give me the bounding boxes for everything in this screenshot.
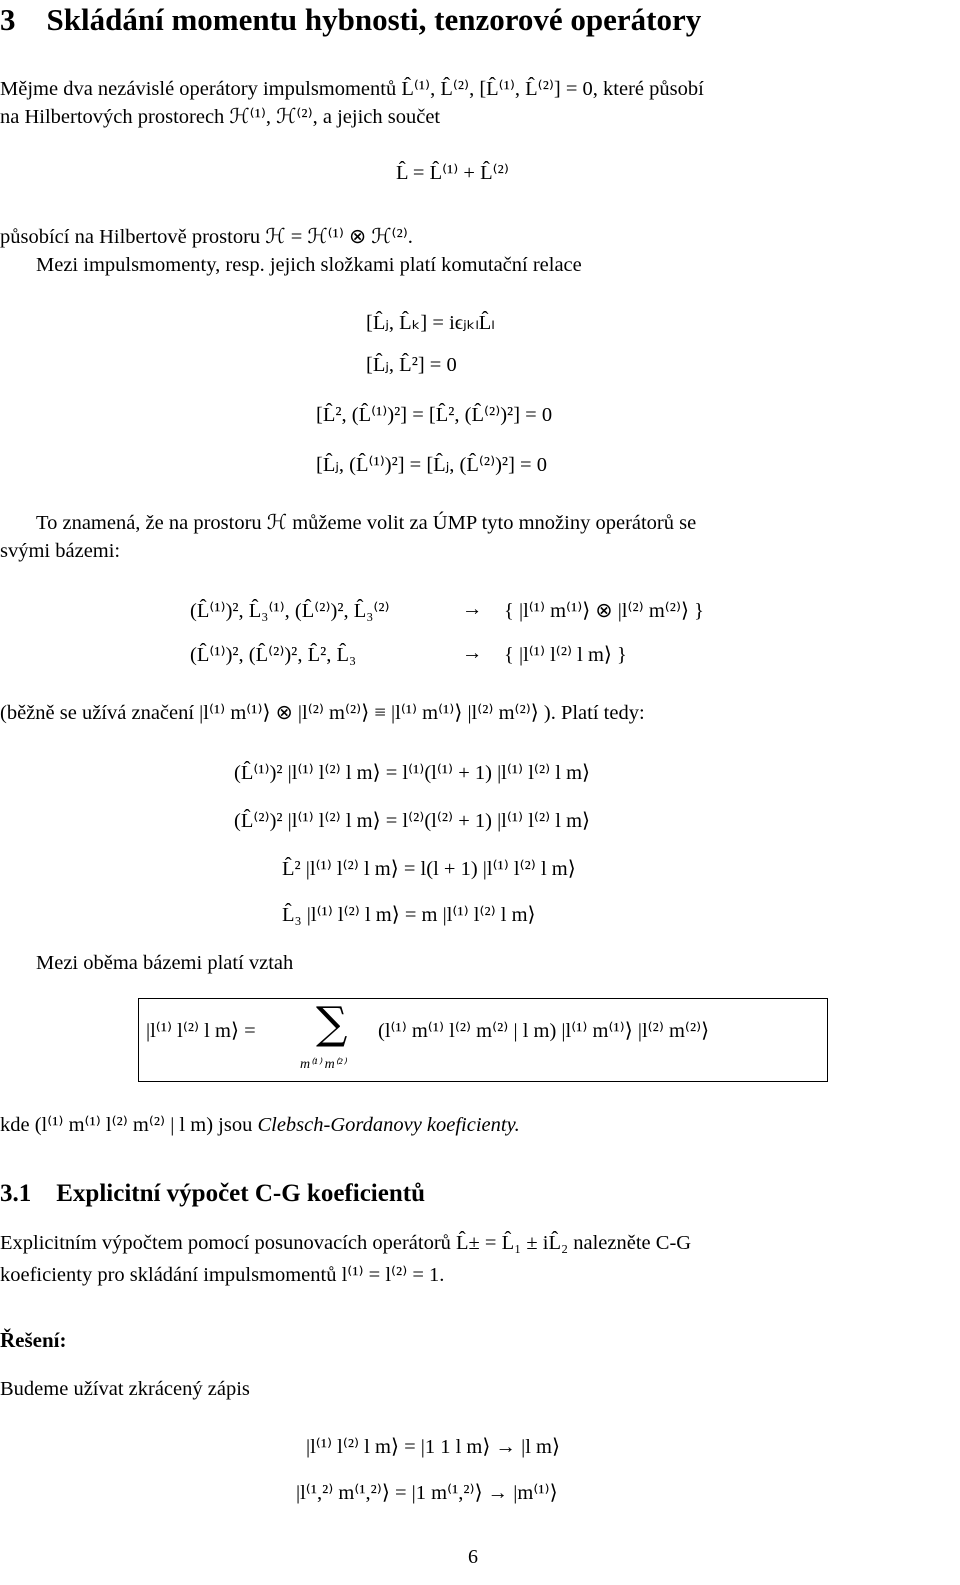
boxed-eq-rhs: (l⁽¹⁾ m⁽¹⁾ l⁽²⁾ m⁽²⁾ | l m) |l⁽¹⁾ m⁽¹⁾⟩ |l⁽²⁾ m⁽²⁾⟩ xyxy=(378,1020,710,1042)
equation-total-momentum: L̂ = L̂⁽¹⁾ + L̂⁽²⁾ xyxy=(396,162,509,184)
section-heading xyxy=(0,2,701,38)
basis-arrow-1: → xyxy=(462,598,483,620)
commutator-2: [L̂ⱼ, L̂²] = 0 xyxy=(366,354,457,376)
intro-line-3: působící na Hilbertově prostoru ℋ = ℋ⁽¹⁾ ⊗ ℋ⁽²⁾. xyxy=(0,226,413,248)
section-number: 3 xyxy=(0,2,16,37)
shorthand-2: |l⁽¹,²⁾ m⁽¹,²⁾⟩ = |1 m⁽¹,²⁾⟩ → |m⁽¹⁾⟩ xyxy=(296,1482,558,1504)
shorthand-1: |l⁽¹⁾ l⁽²⁾ l m⟩ = |1 1 l m⟩ → |l m⟩ xyxy=(306,1436,560,1458)
task-line-2: koeficienty pro skládání impulsmomentů l⁽¹⁾ = l⁽²⁾ = 1. xyxy=(0,1264,445,1286)
solution-intro: Budeme užívat zkrácený zápis xyxy=(0,1378,250,1400)
intro-line-2: na Hilbertových prostorech ℋ⁽¹⁾, ℋ⁽²⁾, a jejich součet xyxy=(0,106,441,128)
eigen-eq-3: L̂² |l⁽¹⁾ l⁽²⁾ l m⟩ = l(l + 1) |l⁽¹⁾ l⁽²⁾ l m⟩ xyxy=(282,858,576,880)
eigen-eq-2: (L̂⁽²⁾)² |l⁽¹⁾ l⁽²⁾ l m⟩ = l⁽²⁾(l⁽²⁾ + 1) |l⁽¹⁾ l⁽²⁾ l m⟩ xyxy=(234,810,591,832)
boxed-eq-lhs: |l⁽¹⁾ l⁽²⁾ l m⟩ = xyxy=(146,1020,256,1042)
intro-line-1: Mějme dva nezávislé operátory impulsmomentů L̂⁽¹⁾, L̂⁽²⁾, [L̂⁽¹⁾, L̂⁽²⁾] = 0, které působí xyxy=(0,78,704,100)
bases-intro-line-1: To znamená, že na prostoru ℋ můžeme volit za ÚMP tyto množiny operátorů se xyxy=(36,512,697,534)
relation-intro: Mezi oběma bázemi platí vztah xyxy=(36,952,294,974)
page-number: 6 xyxy=(468,1546,478,1568)
intro-line-4: Mezi impulsmomenty, resp. jejich složkami platí komutační relace xyxy=(36,254,582,276)
summation-index: m⁽¹⁾ m⁽²⁾ xyxy=(300,1057,346,1072)
eigen-eq-1: (L̂⁽¹⁾)² |l⁽¹⁾ l⁽²⁾ l m⟩ = l⁽¹⁾(l⁽¹⁾ + 1) |l⁽¹⁾ l⁽²⁾ l m⟩ xyxy=(234,762,591,784)
section-title: Skládání momentu hybnosti, tenzorové operátory xyxy=(46,2,702,37)
basis-ops-1: (L̂⁽¹⁾)², L̂₃⁽¹⁾, (L̂⁽²⁾)², L̂₃⁽²⁾ xyxy=(190,600,390,622)
notation-line: (běžně se užívá značení |l⁽¹⁾ m⁽¹⁾⟩ ⊗ |l⁽²⁾ m⁽²⁾⟩ ≡ |l⁽¹⁾ m⁽¹⁾⟩ |l⁽²⁾ m⁽²⁾⟩ ). Platí tedy: xyxy=(0,702,645,724)
basis-set-1: { |l⁽¹⁾ m⁽¹⁾⟩ ⊗ |l⁽²⁾ m⁽²⁾⟩ } xyxy=(504,600,704,622)
commutator-1: [L̂ⱼ, L̂ₖ] = iϵⱼₖₗL̂ₗ xyxy=(366,312,495,334)
cg-definition-line xyxy=(0,1112,520,1137)
basis-set-2: { |l⁽¹⁾ l⁽²⁾ l m⟩ } xyxy=(504,644,627,666)
basis-arrow-2: → xyxy=(462,642,483,664)
solution-heading: Řešení: xyxy=(0,1328,67,1352)
basis-ops-2: (L̂⁽¹⁾)², (L̂⁽²⁾)², L̂², L̂₃ xyxy=(190,644,357,666)
task-line-1: Explicitním výpočtem pomocí posunovacích operátorů L̂± = L̂₁ ± iL̂₂ nalezněte C-G xyxy=(0,1232,692,1254)
cg-definition-pre: kde (l⁽¹⁾ m⁽¹⁾ l⁽²⁾ m⁽²⁾ | l m) jsou xyxy=(0,1114,258,1136)
eigen-eq-4: L̂₃ |l⁽¹⁾ l⁽²⁾ l m⟩ = m |l⁽¹⁾ l⁽²⁾ l m⟩ xyxy=(282,904,536,926)
commutator-3: [L̂², (L̂⁽¹⁾)²] = [L̂², (L̂⁽²⁾)²] = 0 xyxy=(316,404,553,426)
subsection-title: Explicitní výpočet C-G koeficientů xyxy=(56,1180,425,1207)
summation-symbol: ∑ xyxy=(316,998,348,1049)
bases-intro-line-2: svými bázemi: xyxy=(0,540,121,562)
subsection-heading xyxy=(0,1180,425,1208)
cg-term: Clebsch-Gordanovy koeficienty. xyxy=(257,1114,520,1136)
commutator-4: [L̂ⱼ, (L̂⁽¹⁾)²] = [L̂ⱼ, (L̂⁽²⁾)²] = 0 xyxy=(316,454,547,476)
subsection-number: 3.1 xyxy=(0,1180,32,1207)
